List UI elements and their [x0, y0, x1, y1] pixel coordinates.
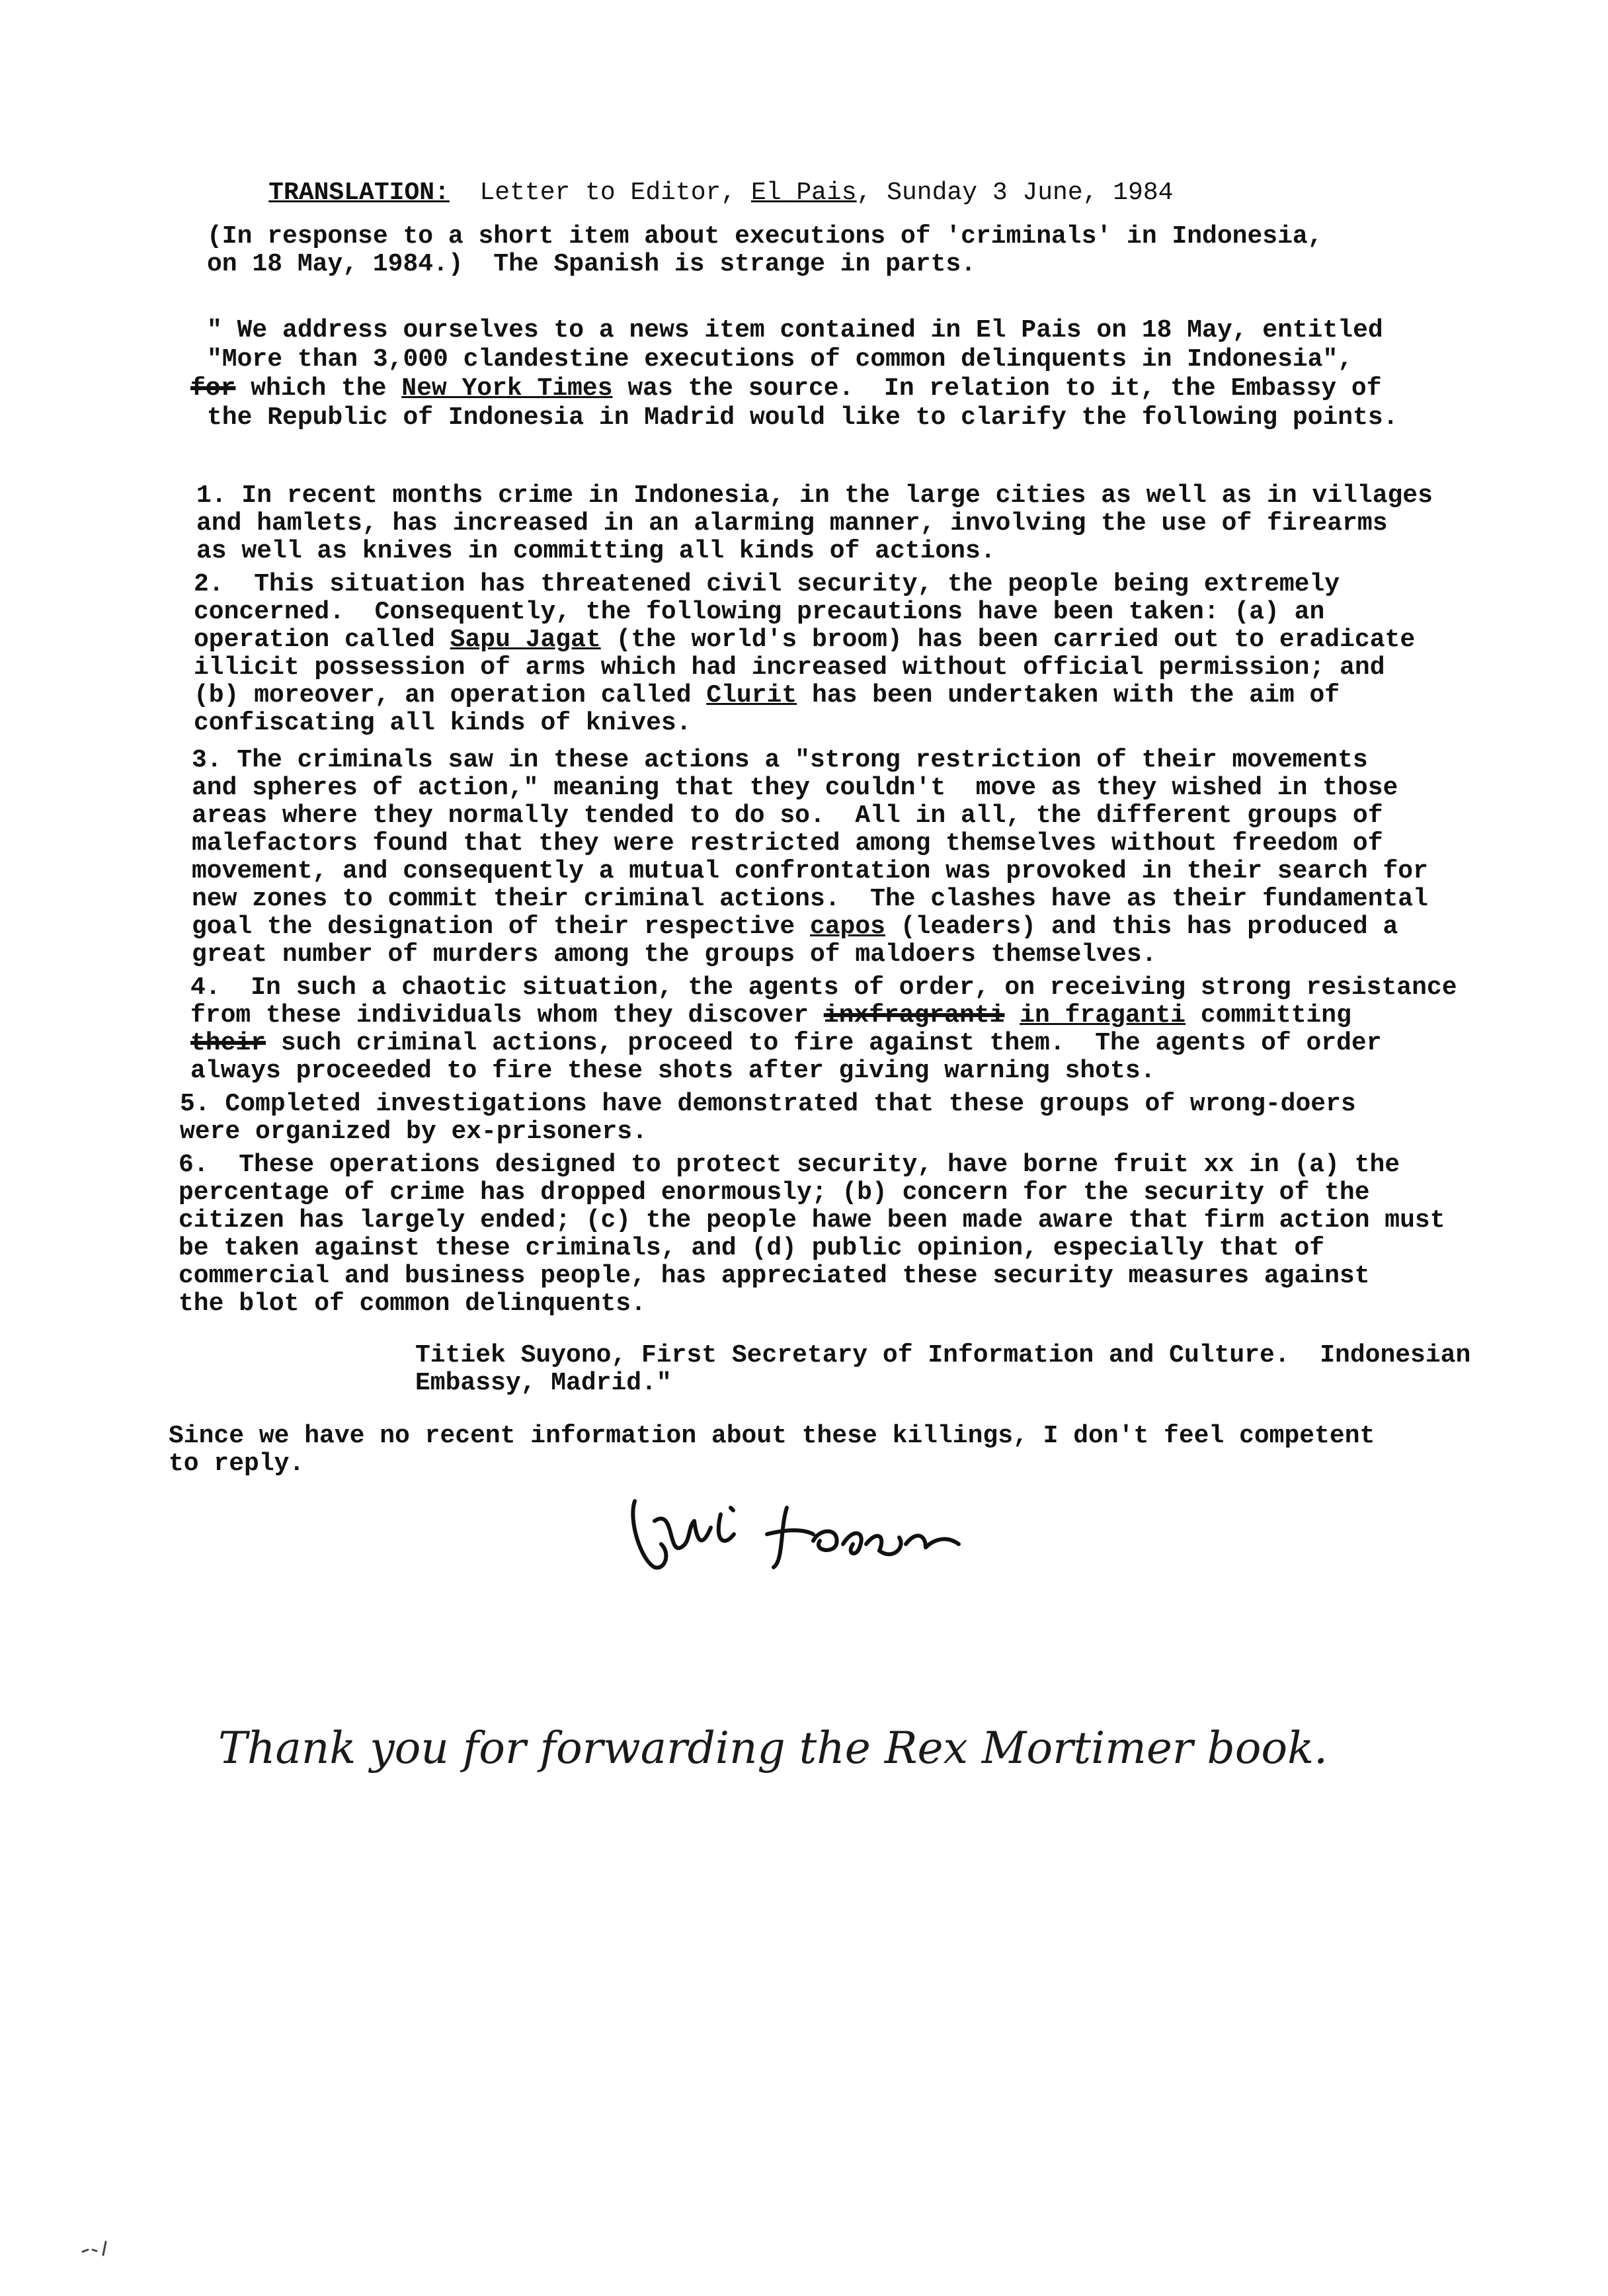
- struck-text-1: inxfragranti: [823, 1001, 1005, 1030]
- term-capos: capos: [809, 913, 885, 941]
- signoff-line-2: Embassy, Madrid.": [415, 1369, 672, 1397]
- point-6-line-3: citizen has largely ended; (c) the people hawe been made aware that firm action must: [179, 1206, 1445, 1235]
- handwritten-note: Thank you for forwarding the Rex Mortimer book.: [218, 1723, 1328, 1774]
- signoff-line-1: Titiek Suyono, First Secretary of Information and Culture. Indonesian: [415, 1341, 1471, 1370]
- point-3-line-7: [192, 913, 1398, 942]
- point-3-line-7-post: (leaders) and this has produced a: [885, 913, 1398, 941]
- point-3-line-6: new zones to commit their criminal actions. The clashes have as their fundamental: [192, 885, 1428, 913]
- point-3-line-7-pre: goal the designation of their respective: [192, 913, 810, 941]
- point-2-line-3-post: (the world's broom) has been carried out to eradicate: [600, 626, 1416, 654]
- term-sapu-jagat: Sapu Jagat: [450, 626, 601, 654]
- term-in-fraganti: in fraganti: [1020, 1001, 1186, 1030]
- quote-line-3-post: was the source. In relation to it, the Embassy of: [612, 374, 1382, 403]
- quote-line-3: [190, 374, 1382, 403]
- point-4-line-1: 4. In such a chaotic situation, the agents of order, on receiving strong resistance: [190, 973, 1457, 1002]
- quote-line-1: " We address ourselves to a news item contained in El Pais on 18 May, entitled: [207, 316, 1383, 345]
- point-2-line-5: [194, 681, 1340, 710]
- header-text: Letter to Editor,: [479, 179, 751, 207]
- point-3-line-5: movement, and consequently a mutual confrontation was provoked in their search for: [192, 857, 1428, 885]
- term-clurit: Clurit: [706, 681, 797, 710]
- point-4-line-4: always proceeded to fire these shots after giving warning shots.: [190, 1057, 1156, 1085]
- point-2-line-6: confiscating all kinds of knives.: [194, 709, 692, 737]
- point-3-line-3: areas where they normally tended to do so. All in all, the different groups of: [192, 801, 1383, 830]
- point-5-line-1: 5. Completed investigations have demonstrated that these groups of wrong-doers: [180, 1090, 1356, 1118]
- point-6-line-6: the blot of common delinquents.: [179, 1290, 646, 1318]
- struck-text-2: their: [190, 1029, 266, 1057]
- point-4-line-3: [190, 1029, 1382, 1058]
- translation-label: TRANSLATION:: [268, 179, 450, 207]
- intro-line-1: (In response to a short item about executions of 'criminals' in Indonesia,: [207, 222, 1323, 251]
- point-4-line-2-pre: from these individuals whom they discover: [190, 1001, 824, 1030]
- point-6-line-2: percentage of crime has dropped enormously; (b) concern for the security of the: [179, 1178, 1370, 1207]
- point-6-line-1: 6. These operations designed to protect security, have borne fruit xx in (a) the: [179, 1151, 1400, 1179]
- point-2-line-3: [194, 626, 1415, 655]
- handwritten-signature: [615, 1481, 985, 1580]
- point-3-line-1: 3. The criminals saw in these actions a "strong restriction of their movements: [192, 746, 1368, 774]
- point-3-line-4: malefactors found that they were restricted among themselves without freedom of: [192, 829, 1383, 858]
- closing-line-1: Since we have no recent information about these killings, I don't feel competent: [169, 1422, 1375, 1450]
- point-2-line-3-pre: operation called: [194, 626, 450, 654]
- quote-line-3-pre: which the: [251, 374, 402, 403]
- closing-line-2: to reply.: [169, 1450, 305, 1478]
- point-3-line-2: and spheres of action," meaning that they couldn't move as they wished in those: [192, 774, 1398, 802]
- point-6-line-5: commercial and business people, has appreciated these security measures against: [179, 1262, 1370, 1290]
- point-5-line-2: were organized by ex-prisoners.: [180, 1118, 647, 1146]
- point-6-line-4: be taken against these criminals, and (d) public opinion, especially that of: [179, 1234, 1325, 1262]
- point-1-line-3: as well as knives in committing all kinds of actions.: [196, 537, 996, 565]
- nyt-name: New York Times: [401, 374, 613, 403]
- point-4-line-2-post: committing: [1186, 1001, 1351, 1030]
- quote-line-4: the Republic of Indonesia in Madrid would like to clarify the following points.: [207, 403, 1398, 432]
- point-2-line-5-pre: (b) moreover, an operation called: [194, 681, 707, 710]
- page-corner-mark: [79, 2235, 119, 2262]
- header-date: , Sunday 3 June, 1984: [856, 179, 1174, 207]
- point-2-line-2: concerned. Consequently, the following precautions have been taken: (a) an: [194, 598, 1325, 626]
- intro-line-2: on 18 May, 1984.) The Spanish is strange in parts.: [207, 250, 976, 278]
- point-4-line-2: [190, 1001, 1351, 1030]
- margin-correction: for: [190, 374, 236, 403]
- point-1-line-1: 1. In recent months crime in Indonesia, in the large cities as well as in villages: [196, 481, 1433, 510]
- point-4-line-3-post: such criminal actions, proceed to fire against them. The agents of order: [266, 1029, 1382, 1057]
- point-2-line-4: illicit possession of arms which had increased without official permission; and: [194, 653, 1385, 682]
- point-2-line-5-post: has been undertaken with the aim of: [797, 681, 1340, 710]
- newspaper-name: El Pais: [750, 179, 857, 207]
- point-1-line-2: and hamlets, has increased in an alarming manner, involving the use of firearms: [196, 509, 1388, 538]
- point-2-line-1: 2. This situation has threatened civil security, the people being extremely: [194, 570, 1340, 598]
- point-3-line-8: great number of murders among the groups of maldoers themselves.: [192, 940, 1157, 969]
- quote-line-2: "More than 3,000 clandestine executions of common delinquents in Indonesia",: [207, 345, 1353, 374]
